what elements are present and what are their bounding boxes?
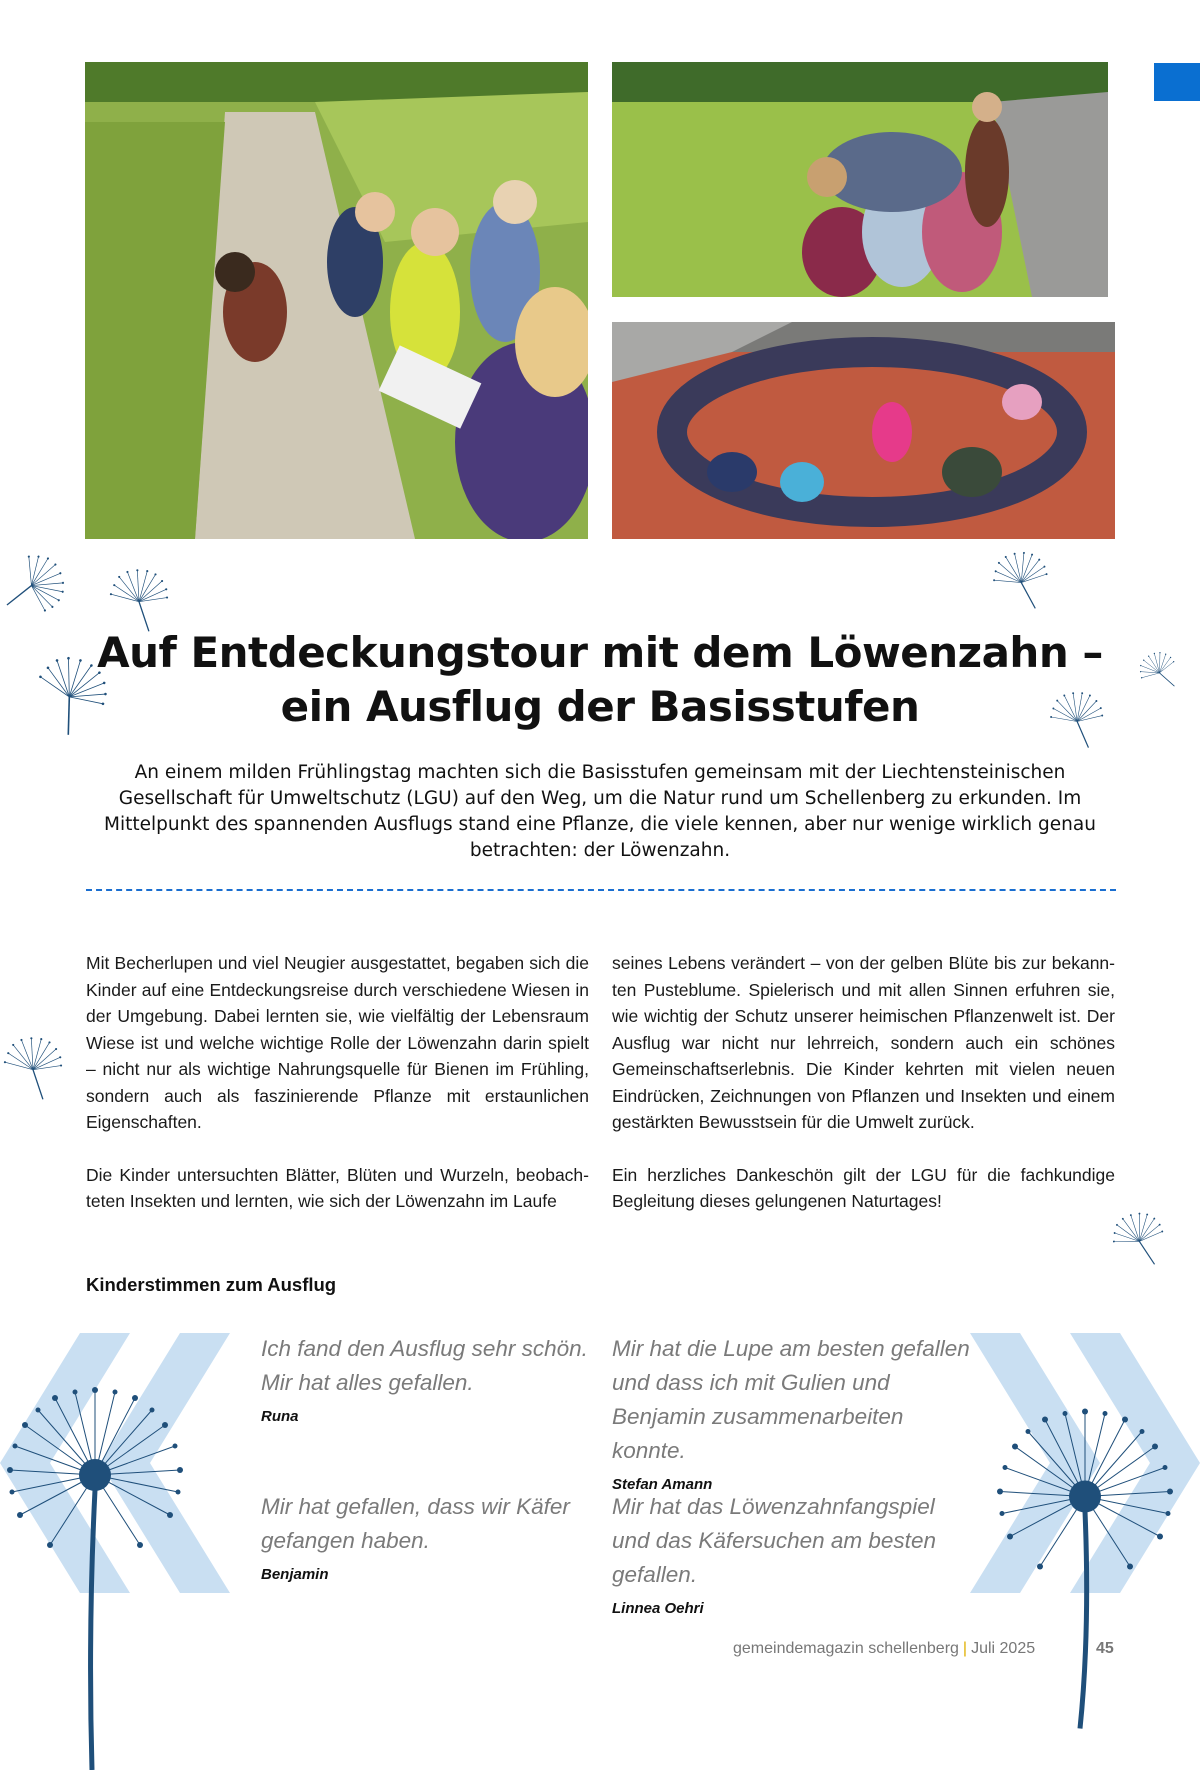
photo-children-on-path [85,62,588,539]
kid-quote [612,1490,972,1617]
quotes-heading: Kinderstimmen zum Ausflug [86,1274,337,1295]
quote-text: Mir hat das Löwenzahnfangspiel und das Käfersuchen am besten gefallen. [612,1494,936,1587]
dandelion-icon [990,1370,1180,1760]
quote-author: Runa [261,1408,299,1425]
dandelion-icon [0,1380,190,1770]
quote-author: Stefan Amann [612,1476,713,1493]
kid-quote [261,1490,591,1583]
quote-text: Mir hat die Lupe am besten gefallen und dass ich mit Gulien und Benjamin zusammenarbeiten konnte. [612,1336,970,1463]
issue-date: Juli 2025 [971,1640,1036,1657]
photo-circle-on-field [612,322,1115,539]
article-title-line-1: Auf Entdeckungstour mit dem Löwenzahn – [97,628,1103,677]
quote-text: Mir hat gefallen, dass wir Käfer gefangen haben. [261,1494,570,1553]
body-paragraph: Mit Becherlupen und viel Neugier ausgestattet, begaben sich die Kinder auf eine Entdeckungsreise durch verschiedene Wiesen in der Umgebung. Dabei lernten sie, wie vielfältig der Lebensraum Wiese ist und welche wichtige Rolle der Löwenzahn darin spielt – nicht nur als wichtige Nahrungsquelle für Bienen im Frühling, sondern auch als faszinierende Pflanze mit erstaunlichen Eigenschaften. [86,953,589,1132]
body-column-right [612,950,1115,1241]
body-column-left [86,950,589,1241]
dandelion-seed-icon [0,1035,66,1101]
article-lead: An einem milden Frühlingstag machten sich die Basisstufen gemeinsam mit der Liechtensteinischen Gesellschaft für Umweltschutz (LGU) auf den Weg, um die Natur rund um Schellenberg zu erkunden. Im Mittelpunkt des spannenden Ausflugs stand eine Pflanze, die viele kennen, aber nur wenige wirklich genau betrachten: der Löwenzahn. [104,762,1096,861]
article-title [60,626,1140,734]
dandelion-seed-icon [1138,650,1180,694]
body-paragraph: seines Lebens verändert – von der gelben Blüte bis zur bekannten Pusteblume. Spielerisch und mit allen Sinnen erfuhren sie, wie wichtig der Schutz unserer heimischen Pflanzenwelt ist. Der Ausflug war nicht nur lehrreich, sondern auch ein schönes Gemeinschaftserlebnis. Die Kinder kehrten mit vielen neuen Eindrücken, Zeichnungen von Pflanzen und Insekten und einem gestärkten Bewusstsein für die Umwelt zurück. [612,953,1115,1132]
body-paragraph: Die Kinder untersuchten Blätter, Blüten und Wurzeln, beobachteten Insekten und lernten, wie sich der Löwenzahn im Laufe [86,1164,589,1211]
quote-text: Ich fand den Ausflug sehr schön. Mir hat alles gefallen. [261,1336,588,1395]
body-paragraph: Ein herzliches Dankeschön gilt der LGU für die fachkundige Begleitung dieses gelungenen Naturtages! [612,1164,1115,1211]
kid-quote [612,1332,972,1493]
dandelion-seed-icon [1110,1210,1168,1270]
quote-author: Linnea Oehri [612,1600,704,1617]
dashed-divider [86,889,1116,891]
photo-group-on-meadow [612,62,1108,297]
article-title-line-2: ein Ausflug der Basisstufen [280,682,920,731]
dandelion-seed-icon [990,550,1052,612]
page-footer [733,1640,1035,1658]
magazine-name: gemeindemagazin schellenberg [733,1640,959,1657]
dandelion-seed-icon [0,540,66,630]
kid-quote [261,1332,591,1425]
quote-author: Benjamin [261,1566,329,1583]
footer-separator: | [962,1640,968,1657]
dandelion-seed-icon [106,565,172,635]
section-tab-marker [1154,63,1200,101]
page-number: 45 [1096,1640,1114,1657]
